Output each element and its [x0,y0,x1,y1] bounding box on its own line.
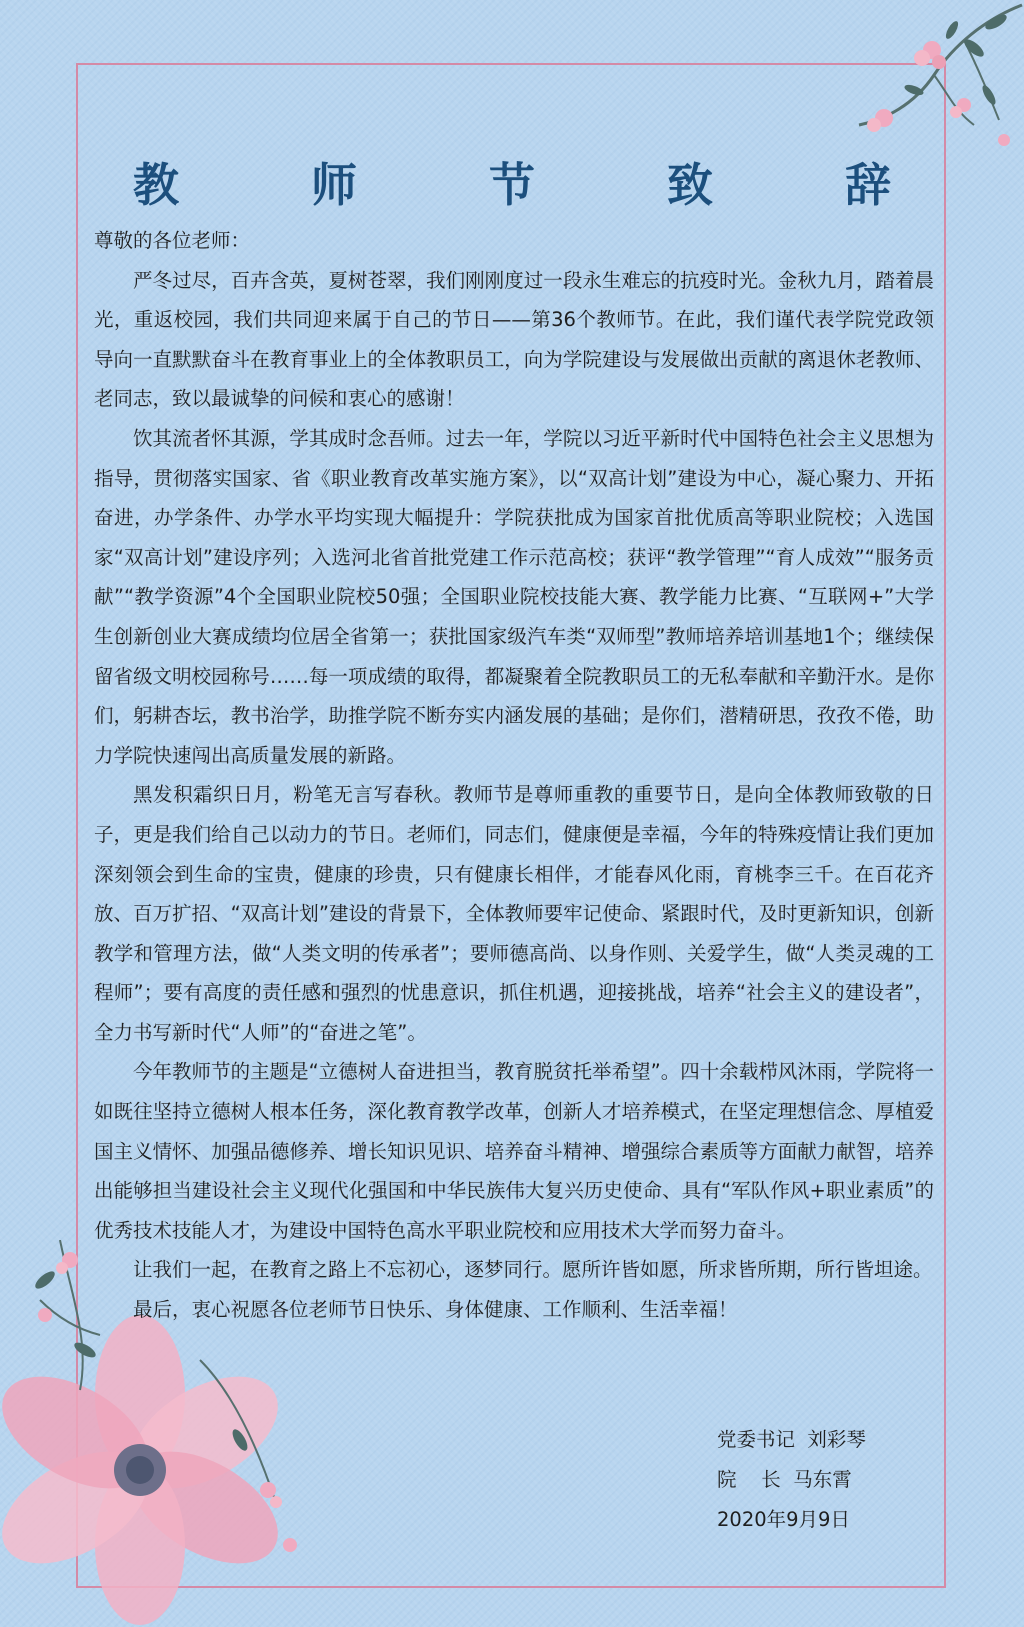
page-title: 教 师 节 致 辞 [132,157,950,212]
paragraph: 饮其流者怀其源，学其成时念吾师。过去一年，学院以习近平新时代中国特色社会主义思想为指导，贯彻落实国家、省《职业教育改革实施方案》，以“双高计划”建设为中心，凝心聚力、开拓奋进，办学条件、办学水平均实现大幅提升：学院获批成为国家首批优质高等职业院校；入选国家“双高计划”建设序列；入选河北省首批党建工作示范高校；获评“教学管理”“育人成效”“服务贡献”“教学资源”4个全国职业院校50强；全国职业院校技能大赛、教学能力比赛、“互联网+”大学生创新创业大赛成绩均位居全省第一；获批国家级汽车类“双师型”教师培养培训基地1个；继续保留省级文明校园称号……每一项成绩的取得，都凝聚着全院教职员工的无私奉献和辛勤汗水。是你们，躬耕杏坛，教书治学，助推学院不断夯实内涵发展的基础；是你们，潜精研思，孜孜不倦，助力学院快速闯出高质量发展的新路。 [94,426,934,767]
letter-body [94,221,934,1330]
paragraph: 今年教师节的主题是“立德树人奋进担当，教育脱贫托举希望”。四十余载栉风沐雨，学院将一如既往坚持立德树人根本任务，深化教育教学改革，创新人才培养模式，在坚定理想信念、厚植爱国主义情怀、加强品德修养、增长知识见识、培养奋斗精神、增强综合素质等方面献力献智，培养出能够担当建设社会主义现代化强国和中华民族伟大复兴历史使命、具有“军队作风+职业素质”的优秀技术技能人才，为建设中国特色高水平职业院校和应用技术大学而努力奋斗。 [94,1060,934,1242]
paragraph: 严冬过尽，百卉含英，夏树苍翠，我们刚刚度过一段永生难忘的抗疫时光。金秋九月，踏着晨光，重返校园，我们共同迎来属于自己的节日——第36个教师节。在此，我们谨代表学院党政领导向一直默默奋斗在教育事业上的全体教职员工，向为学院建设与发展做出贡献的离退休老教师、老同志，致以最诚挚的问候和衷心的感谢！ [94,268,934,411]
signature-block [717,1420,866,1540]
signature-date: 2020年9月9日 [717,1508,850,1531]
paragraph: 黑发积霜织日月，粉笔无言写春秋。教师节是尊师重教的重要节日，是向全体教师致敬的日子，更是我们给自己以动力的节日。老师们，同志们，健康便是幸福，今年的特殊疫情让我们更加深刻领会到生命的宝贵，健康的珍贵，只有健康长相伴，才能春风化雨，育桃李三千。在百花齐放、百万扩招、“双高计划”建设的背景下，全体教师要牢记使命、紧跟时代，及时更新知识，创新教学和管理方法，做“人类文明的传承者”；要师德高尚、以身作则、关爱学生，做“人类灵魂的工程师”；要有高度的责任感和强烈的忧患意识，抓住机遇，迎接挑战，培养“社会主义的建设者”，全力书写新时代“人师”的“奋进之笔”。 [94,783,934,1044]
greeting: 尊敬的各位老师： [94,229,251,252]
signature-secretary: 党委书记 刘彩琴 [717,1428,866,1451]
signature-president: 院 长 马东霄 [717,1468,852,1491]
paragraph: 最后，衷心祝愿各位老师节日快乐、身体健康、工作顺利、生活幸福！ [133,1298,738,1322]
paragraph: 让我们一起，在教育之路上不忘初心，逐梦同行。愿所许皆如愿，所求皆所期，所行皆坦途。 [133,1258,933,1282]
